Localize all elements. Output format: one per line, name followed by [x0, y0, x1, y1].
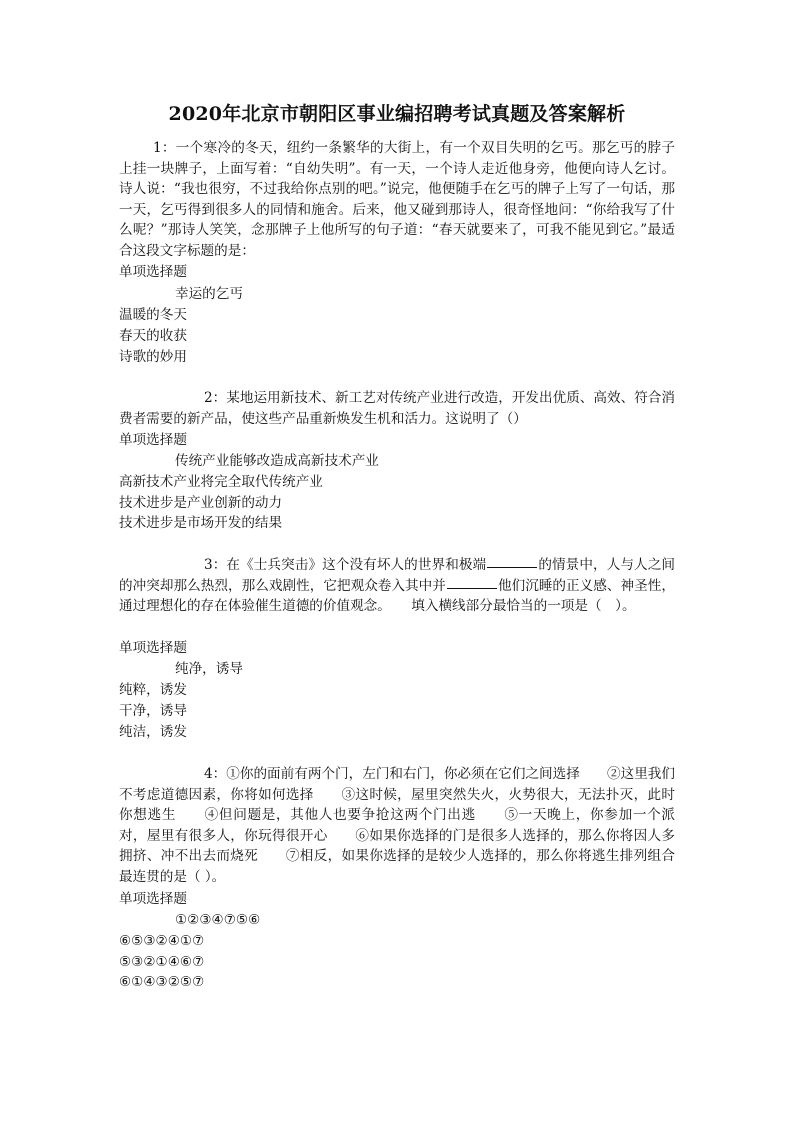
question-3-option-d: 纯洁，诱发	[119, 724, 187, 740]
question-2-type: 单项选择题	[119, 432, 187, 448]
question-4-option-a: ①②③④⑦⑤⑥	[175, 912, 261, 928]
question-4-text: 4：①你的面前有两个门，左门和右门，你必须在它们之间选择 ②这里我们不考虑道德因素，你将如何选择 ③这时候，屋里突然失火，火势很大，无法扑灭，此时你想逃生 ④但问题是，其他人也要争抢这两个门出逃 ⑤一天晚上，你参加一个派对，屋里有很多人，你玩得很开心 ⑥如果你选择的门是很多人选择的，那么你将因人多拥挤、冲不出去而烧死 ⑦相反，如果你选择的是较少人选择的，那么你将逃生排列组合最连贯的是（ ）。	[119, 766, 675, 885]
question-2-text: 2：某地运用新技术、新工艺对传统产业进行改造，开发出优质、高效、符合消费者需要的新产品，使这些产品重新焕发生机和活力。这说明了（）	[119, 390, 675, 427]
question-4-type: 单项选择题	[119, 891, 187, 907]
question-1-text: 1：一个寒冷的冬天，纽约一条繁华的大街上，有一个双目失明的乞丐。那乞丐的脖子上挂一块牌子，上面写着：“自幼失明”。有一天，一个诗人走近他身旁，他便向诗人乞讨。诗人说：“我也很穷，不过我给你点别的吧。”说完，他便随手在乞丐的牌子上写了一句话，那一天，乞丐得到很多人的同情和施舍。后来，他又碰到那诗人，很奇怪地问：“你给我写了什么呢？”那诗人笑笑，念那牌子上他所写的句子道：“春天就要来了，可我不能见到它。”最适合这段文字标题的是：	[119, 140, 675, 259]
question-3-option-b: 纯粹，诱发	[119, 682, 187, 698]
question-3-option-c: 干净，诱导	[119, 703, 187, 719]
blank-2	[447, 587, 497, 589]
question-4-option-b: ⑥⑤③②④①⑦	[119, 933, 205, 949]
question-4-option-c: ⑤③②①④⑥⑦	[119, 954, 205, 970]
question-2-option-b: 高新技术产业将完全取代传统产业	[119, 474, 323, 490]
question-4-option-d: ⑥①④③②⑤⑦	[119, 974, 205, 990]
question-3-text-part-c: 他们沉睡的正义感、神圣性，通过理想化的存在体验催生道德的价值观念。 填入横线部分最恰当的一项是（ ）。	[119, 577, 676, 615]
question-2-option-c: 技术进步是产业创新的动力	[119, 495, 283, 511]
question-2-option-a: 传统产业能够改造成高新技术产业	[175, 453, 379, 469]
question-3-type: 单项选择题	[119, 640, 187, 656]
document-title: 2020年北京市朝阳区事业编招聘考试真题及答案解析	[168, 103, 626, 125]
question-1-option-d: 诗歌的妙用	[119, 349, 187, 365]
question-1-option-b: 温暖的冬天	[119, 307, 187, 323]
question-3-text-part-b: 的情景中，人与人之间的冲突却那么热烈，那么戏剧性，它把观众卷入其中并	[119, 557, 676, 594]
question-1-option-a: 幸运的乞丐	[175, 286, 243, 302]
question-3-option-a: 纯净，诱导	[175, 661, 243, 677]
question-1-type: 单项选择题	[119, 264, 187, 280]
blank-1	[487, 566, 537, 568]
question-3-text-part-a: 3：在《士兵突击》这个没有坏人的世界和极端	[204, 557, 487, 573]
question-1-option-c: 春天的收获	[119, 328, 187, 344]
question-2-option-d: 技术进步是市场开发的结果	[119, 515, 283, 531]
question-3-text	[119, 555, 675, 617]
